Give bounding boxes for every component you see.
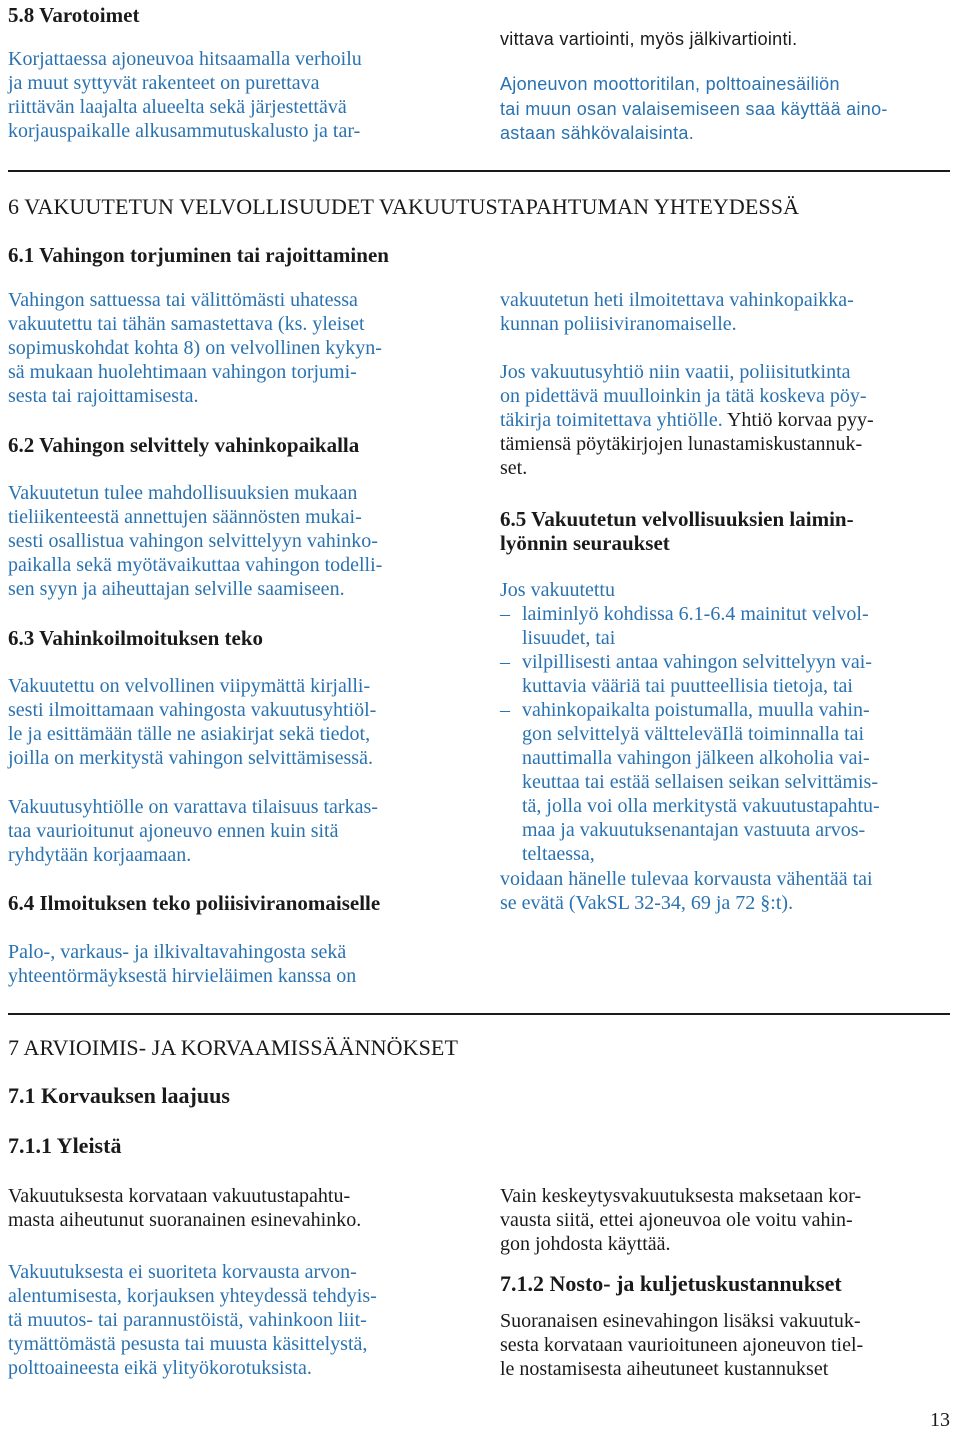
section-6-4-continued-paragraph: vakuutetun heti ilmoitettava vahinkopaikka- kunnan poliisiviranomaiselle. xyxy=(500,289,854,335)
section-6-5-heading: 6.5 Vakuutetun velvollisuuksien laimin- lyönnin seuraukset xyxy=(500,507,854,555)
list-item-text: vilpillisesti antaa vahingon selvittelyyn vai- kuttavia vääriä tai puutteellisia tietoja, tai xyxy=(522,651,872,697)
dash-bullet: – xyxy=(500,651,510,673)
section-6-2-paragraph: Vakuutetun tulee mahdollisuuksien mukaan tieliikenteestä annettujen säännösten mukai- sesti osallistua vahingon selvittelyyn vahinko- paikalla sekä myötävaikuttaa vahingon todelli- sen syyn ja aiheuttajan selville saamiseen. xyxy=(8,482,383,600)
section-6-4-paragraph-2 xyxy=(500,360,950,480)
section-5-8-continued-paragraph: vittava vartiointi, myös jälkivartiointi. xyxy=(500,29,798,49)
section-7-1-2-heading: 7.1.2 Nosto- ja kuljetuskustannukset xyxy=(500,1271,842,1296)
section-7-1-2-paragraph: Suoranaisen esinevahingon lisäksi vakuutuk- sesta korvataan vaurioituneen ajoneuvon tiel- le nostamisesta aiheutuneet kustannukset xyxy=(500,1310,864,1380)
section-6-5-intro: Jos vakuutettu xyxy=(500,579,615,601)
section-6-1-paragraph: Vahingon sattuessa tai välittömästi uhatessa vakuutettu tai tähän samastettava (ks. yleiset sopimuskohdat kohta 8) on velvollinen kykyn- sä mukaan huolehtimaan vahingon torjumi- sesta tai rajoittamisesta. xyxy=(8,289,382,407)
dash-bullet: – xyxy=(500,699,510,721)
divider-rule xyxy=(8,170,950,172)
section-5-8-paragraph: Korjattaessa ajoneuvoa hitsaamalla verhoilu ja muut syttyvät rakenteet on purettava riittävän laajalta alueelta sekä järjestettävä korjauspaikalle alkusammutuskalusto ja tar- xyxy=(8,48,362,142)
section-6-3-paragraph-2: Vakuutusyhtiölle on varattava tilaisuus tarkas- taa vaurioitunut ajoneuvo ennen kuin sitä ryhdytään korjaamaan. xyxy=(8,796,378,866)
section-6-2-heading: 6.2 Vahingon selvittely vahinkopaikalla xyxy=(8,433,360,457)
list-item-text: laiminlyö kohdissa 6.1-6.4 mainitut velvol- lisuudet, tai xyxy=(522,603,869,649)
section-7-1-1-paragraph-2: Vakuutuksesta ei suoriteta korvausta arvon- alentumisesta, korjauksen yhteydessä tehdyis- tä muutos- tai parannustöistä, vahinkoon liit- tymättömästä pesusta tai muusta käsittelystä, polttoaineesta eikä ylityökorotuksista. xyxy=(8,1261,377,1379)
chapter-6-heading: 6 VAKUUTETUN VELVOLLISUUDET VAKUUTUSTAPAHTUMAN YHTEYDESSÄ xyxy=(8,194,800,219)
list-item xyxy=(500,698,950,866)
list-item xyxy=(500,602,950,650)
list-item xyxy=(500,650,950,698)
section-6-4-heading: 6.4 Ilmoituksen teko poliisiviranomaiselle xyxy=(8,891,381,915)
section-6-4-paragraph: Palo-, varkaus- ja ilkivaltavahingosta sekä yhteentörmäyksestä hirvieläimen kanssa on xyxy=(8,941,357,987)
section-7-1-1-paragraph-1: Vakuutuksesta korvataan vakuutustapahtu- masta aiheutunut suoranainen esinevahinko. xyxy=(8,1185,362,1231)
dash-bullet: – xyxy=(500,603,510,625)
section-6-4-paragraph-2-black: Yhtiö korvaa pyy- tämiensä pöytäkirjojen lunastamiskustannuk- set. xyxy=(500,409,874,479)
list-item-text: vahinkopaikalta poistumalla, muulla vahin- gon selvittelyä vältteleväIlä toiminnalla tai nauttimalla vahingon jälkeen alkoholia vai- keuttaa tai estää sellaisen seikan selvittämis- tä, jolla voi olla merkitystä vakuutustapahtu- maa ja vakuutuksenantajan vastuuta arvos- teltaessa, xyxy=(522,699,880,865)
section-7-1-heading: 7.1 Korvauksen laajuus xyxy=(8,1083,230,1108)
divider-rule xyxy=(8,1013,950,1015)
section-5-8-heading: 5.8 Varotoimet xyxy=(8,3,140,27)
section-6-4-paragraph-2-blue: Jos vakuutusyhtiö niin vaatii, poliisitutkinta on pidettävä muulloinkin ja tätä koskeva pöy- täkirja toimitettava yhtiölle. xyxy=(500,361,867,431)
section-7-1-1-paragraph-3: Vain keskeytysvakuutuksesta maksetaan kor- vausta siitä, ettei ajoneuvoa ole voitu vahin- gon johdosta käyttää. xyxy=(500,1185,862,1255)
section-6-5-list xyxy=(500,602,950,866)
section-6-3-heading: 6.3 Vahinkoilmoituksen teko xyxy=(8,626,263,650)
section-7-1-1-heading: 7.1.1 Yleistä xyxy=(8,1133,122,1158)
section-5-8-lighting-paragraph: Ajoneuvon moottoritilan, polttoainesäiliön tai muun osan valaisemiseen saa käyttää aino- astaan sähkövalaisinta. xyxy=(500,74,888,143)
chapter-7-heading: 7 ARVIOIMIS- JA KORVAAMISSÄÄNNÖKSET xyxy=(8,1035,459,1060)
page-number: 13 xyxy=(930,1409,950,1431)
section-6-5-outro: voidaan hänelle tulevaa korvausta vähentää tai se evätä (VakSL 32-34, 69 ja 72 §:t). xyxy=(500,868,873,914)
section-6-3-paragraph-1: Vakuutettu on velvollinen viipymättä kirjalli- sesti ilmoittamaan vahingosta vakuutusyhtiöl- le ja esittämään tälle ne asiakirjat sekä tiedot, joilla on merkitystä vahingon selvittämisessä. xyxy=(8,675,377,769)
section-6-1-heading: 6.1 Vahingon torjuminen tai rajoittaminen xyxy=(8,243,389,267)
